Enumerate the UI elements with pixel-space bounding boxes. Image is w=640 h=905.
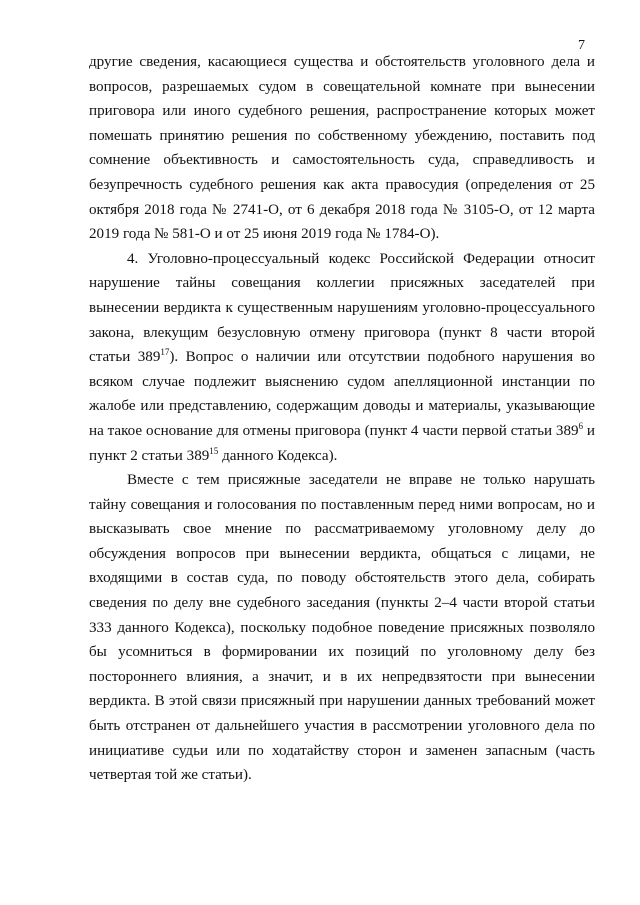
paragraph-continuation xyxy=(89,50,595,247)
paragraph-jurors xyxy=(89,468,595,788)
paragraph-4 xyxy=(89,247,595,468)
document-body xyxy=(89,50,595,788)
article-superscript: 17 xyxy=(160,347,170,358)
article-superscript: 15 xyxy=(209,445,219,456)
paragraph-text: ). Вопрос о наличии или отсутствии подобного нарушения во всяком случае подлежит выяснению судом апелляционной инстанции по жалобе или представлению, содержащим доводы и материалы, указывающие на такое основание для отмены приговора (пункт 4 части первой статьи 389 xyxy=(89,349,596,439)
paragraph-text: и пункт 2 статьи 389 xyxy=(89,422,595,464)
article-superscript: 6 xyxy=(578,420,584,431)
paragraph-text: Вместе с тем присяжные заседатели не вправе не только нарушать тайну совещания и голосования по поставленным перед ними вопросам, но и высказывать свое мнение по рассматриваемому уголовному делу до обсуждения вопросов при вынесении вердикта, общаться с лицами, не входящими в состав суда, по поводу обстоятельств этого дела, собирать сведения по делу вне судебного заседания (пункты 2–4 части второй статьи 333 данного Кодекса), поскольку подобное поведение присяжных позволяло бы усомниться в формировании их позиций по уголовному делу без постороннего влияния, а значит, и в их непредвзятости при вынесении вердикта. В этой связи присяжный при нарушении данных требований может быть отстранен от дальнейшего участия в рассмотрении уголовного дела по инициативе судьи или по ходатайству сторон и заменен запасным (часть четвертая той же статьи). xyxy=(89,472,595,784)
paragraph-text: другие сведения, касающиеся существа и обстоятельств уголовного дела и вопросов, разрешаемых судом в совещательной комнате при вынесении приговора или иного судебного решения, распространение которых может помешать принятию решения по собственному убеждению, поставить под сомнение объективность и самостоятельность суда, справедливость и безупречность судебного решения как акта правосудия (определения от 25 октября 2018 года № 2741-О, от 6 декабря 2018 года № 3105-О, от 12 марта 2019 года № 581-О и от 25 июня 2019 года № 1784-О). xyxy=(89,54,595,243)
paragraph-text: 4. Уголовно-процессуальный кодекс Российской Федерации относит нарушение тайны совещания коллегии присяжных заседателей при вынесении вердикта к существенным нарушениям уголовно-процессуального закона, влекущим безусловную отмену приговора (пункт 8 части второй статьи 389 xyxy=(89,250,595,366)
paragraph-text: данного Кодекса). xyxy=(218,447,338,464)
page-number: 7 xyxy=(578,38,585,53)
